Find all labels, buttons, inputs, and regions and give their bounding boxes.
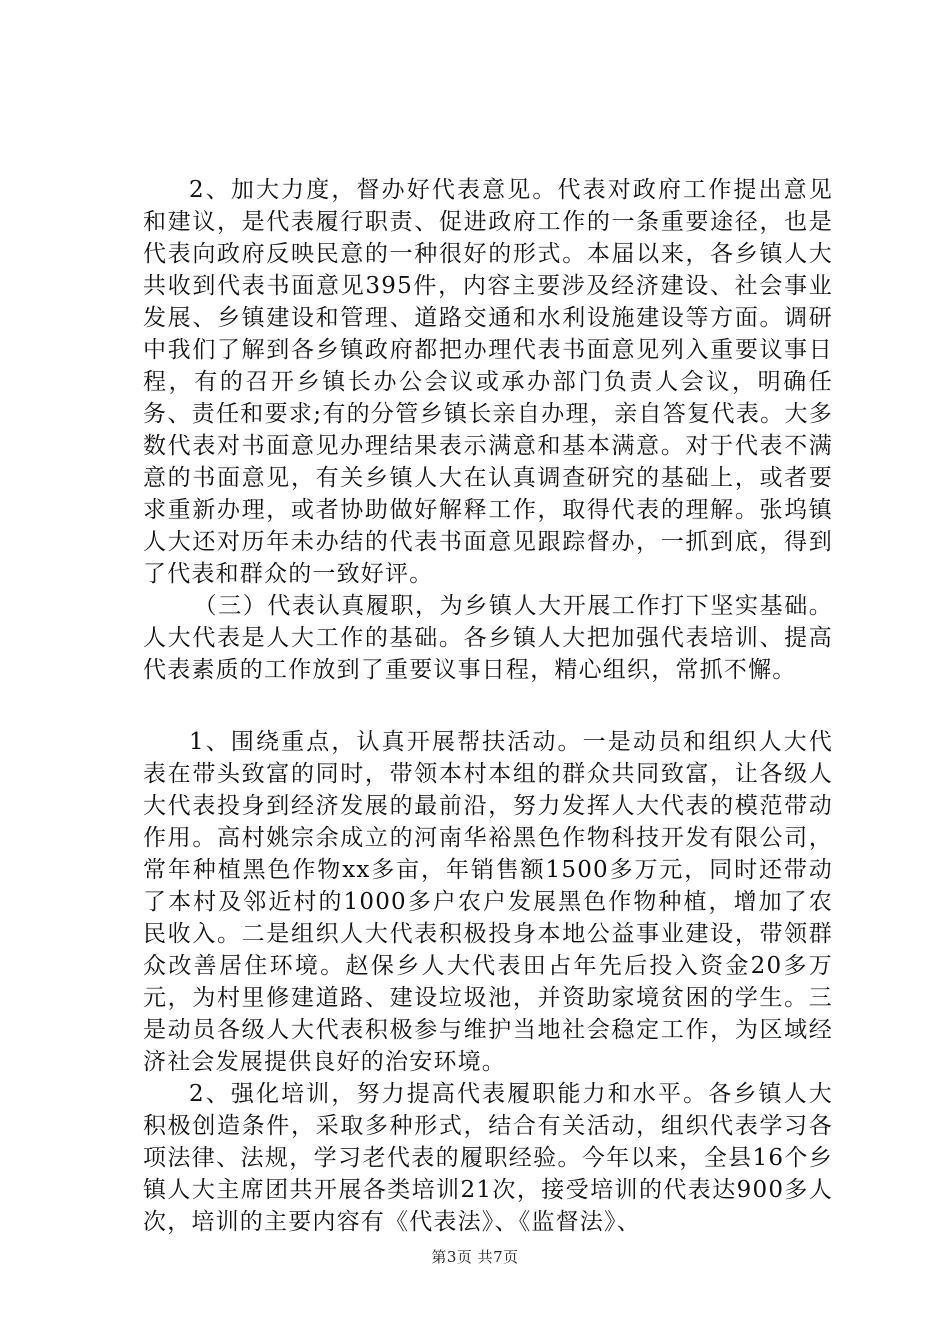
paragraph-training: 2、强化培训，努力提高代表履职能力和水平。各乡镇人大积极创造条件，采取多种形式，结合有关活动，组织代表学习各项法律、法规，学习老代表的履职经验。今年以来，全县16个乡镇人大主席团共开展各类培训21次，接受培训的代表达900多人次，培训的主要内容有《代表法》、《监督法》、 xyxy=(143,1081,833,1235)
paragraph-supervise-opinions: 2、加大力度，督办好代表意见。代表对政府工作提出意见和建议，是代表履行职责、促进政府工作的一条重要途径，也是代表向政府反映民意的一种很好的形式。本届以来，各乡镇人大共收到代表书面意见395件，内容主要涉及经济建设、社会事业发展、乡镇建设和管理、道路交通和水利设施建设等方面。调研中我们了解到各乡镇政府都把办理代表书面意见列入重要议事日程，有的召开乡镇长办公会议或承办部门负责人会议，明确任务、责任和要求;有的分管乡镇长亲自办理，亲自答复代表。大多数代表对书面意见办理结果表示满意和基本满意。对于代表不满意的书面意见，有关乡镇人大在认真调查研究的基础上，或者要求重新办理，或者协助做好解释工作，取得代表的理解。张坞镇人大还对历年未办结的代表书面意见跟踪督办，一抓到底，得到了代表和群众的一致好评。 xyxy=(143,177,833,587)
paragraph-gap xyxy=(143,686,833,726)
page-footer: 第3页 共7页 xyxy=(431,1248,519,1266)
paragraph-section-three: （三）代表认真履职，为乡镇人大开展工作打下坚实基础。人大代表是人大工作的基础。各乡镇人大把加强代表培训、提高代表素质的工作放到了重要议事日程，精心组织，常抓不懈。 xyxy=(143,593,833,683)
paragraph-assistance-activities: 1、围绕重点，认真开展帮扶活动。一是动员和组织人大代表在带头致富的同时，带领本村本组的群众共同致富，让各级人大代表投身到经济发展的最前沿，努力发挥人大代表的模范带动作用。高村姚宗余成立的河南华裕黑色作物科技开发有限公司，常年种植黑色作物xx多亩，年销售额1500多万元，同时还带动了本村及邻近村的1000多户农户发展黑色作物种植，增加了农民收入。二是组织人大代表积极投身本地公益事业建设，带领群众改善居住环境。赵保乡人大代表田占年先后投入资金20多万元，为村里修建道路、建设垃圾池，并资助家境贫困的学生。三是动员各级人大代表积极参与维护当地社会稳定工作，为区域经济社会发展提供良好的治安环境。 xyxy=(143,729,833,1075)
document-body xyxy=(143,174,833,1238)
